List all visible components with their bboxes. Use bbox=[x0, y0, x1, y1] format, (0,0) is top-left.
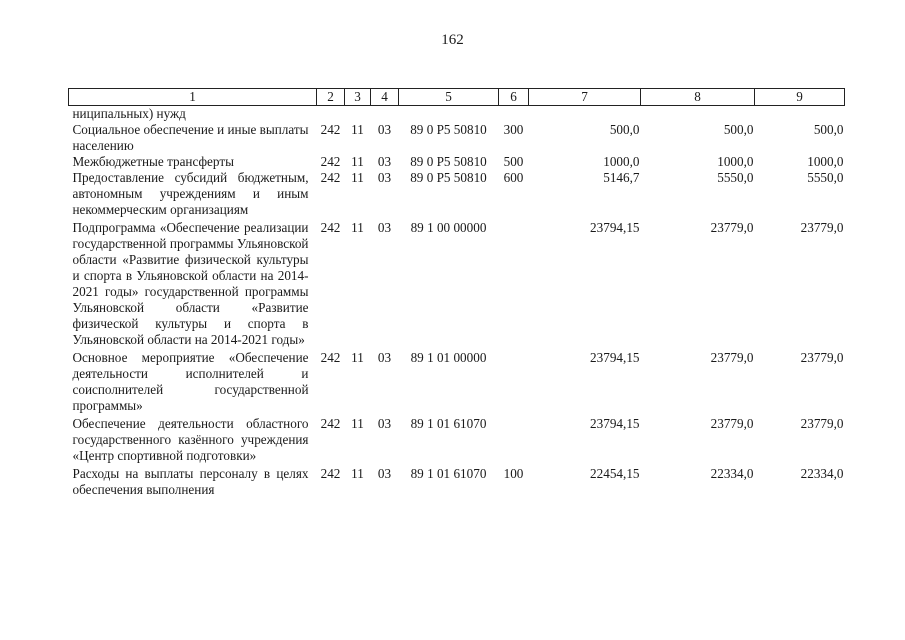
row-col-8: 5550,0 bbox=[717, 170, 754, 185]
table-row bbox=[69, 414, 845, 464]
row-name: Подпрограмма «Обеспечение реализации государственной программы Ульяновской области «Развитие физической культуры и спорта в Ульяновской области на 2014-2021 годы» государственной программы Ульяновской области «Развитие физической культуры и спорта в Ульяновской области на 2014-2021 годы» bbox=[72, 220, 309, 347]
budget-table-wrapper bbox=[68, 88, 845, 498]
row-col-3: 11 bbox=[351, 466, 364, 481]
row-col-8: 23779,0 bbox=[710, 350, 754, 365]
table-row bbox=[69, 218, 845, 348]
row-col-7: 23794,15 bbox=[590, 220, 640, 235]
row-col-2: 242 bbox=[320, 154, 341, 169]
row-name: Обеспечение деятельности областного государственного казённого учреждения «Центр спортивной подготовки» bbox=[72, 416, 309, 463]
header-col-5: 5 bbox=[399, 89, 499, 106]
row-col-6: 100 bbox=[503, 466, 524, 481]
row-col-3: 11 bbox=[351, 154, 364, 169]
row-col-6: 500 bbox=[503, 154, 524, 169]
row-col-8: 1000,0 bbox=[717, 154, 754, 169]
row-col-6: 600 bbox=[503, 170, 524, 185]
row-col-6: 300 bbox=[503, 122, 524, 137]
row-name: Межбюджетные трансферты bbox=[72, 154, 234, 169]
row-col-6 bbox=[499, 414, 529, 464]
header-col-1: 1 bbox=[69, 89, 317, 106]
table-row bbox=[69, 154, 845, 170]
table-body bbox=[69, 106, 845, 499]
table-row bbox=[69, 122, 845, 154]
row-col-5: 89 1 01 00000 bbox=[410, 350, 487, 365]
row-col-8: 23779,0 bbox=[710, 416, 754, 431]
budget-table bbox=[68, 88, 845, 498]
header-col-9: 9 bbox=[755, 89, 845, 106]
row-col-5: 89 1 00 00000 bbox=[410, 220, 487, 235]
row-name: Основное мероприятие «Обеспечение деятельности исполнителей и соисполнителей государственной программы» bbox=[72, 350, 309, 413]
row-col-5 bbox=[399, 106, 499, 123]
row-col-6 bbox=[499, 106, 529, 123]
row-col-4: 03 bbox=[377, 466, 392, 481]
row-col-7: 23794,15 bbox=[590, 416, 640, 431]
row-col-3: 11 bbox=[351, 350, 364, 365]
table-row bbox=[69, 170, 845, 218]
row-col-4: 03 bbox=[377, 122, 392, 137]
row-col-7: 22454,15 bbox=[590, 466, 640, 481]
row-col-3 bbox=[345, 106, 371, 123]
row-col-7 bbox=[529, 106, 641, 123]
row-col-7: 500,0 bbox=[609, 122, 640, 137]
row-col-3: 11 bbox=[351, 220, 364, 235]
row-col-2: 242 bbox=[320, 220, 341, 235]
row-col-2: 242 bbox=[320, 466, 341, 481]
row-col-5: 89 1 01 61070 bbox=[410, 416, 487, 431]
header-row bbox=[69, 89, 845, 106]
row-col-9: 500,0 bbox=[813, 122, 844, 137]
header-col-4: 4 bbox=[371, 89, 399, 106]
table-row bbox=[69, 348, 845, 414]
row-name: Расходы на выплаты персоналу в целях обеспечения выполнения bbox=[72, 466, 309, 497]
header-col-8: 8 bbox=[641, 89, 755, 106]
header-col-6: 6 bbox=[499, 89, 529, 106]
row-name: Предоставление субсидий бюджетным, автономным учреждениям и иным некоммерческим организациям bbox=[72, 170, 309, 217]
row-col-4: 03 bbox=[377, 154, 392, 169]
row-col-5: 89 1 01 61070 bbox=[410, 466, 487, 481]
header-col-3: 3 bbox=[345, 89, 371, 106]
row-col-3: 11 bbox=[351, 122, 364, 137]
row-col-9: 22334,0 bbox=[800, 466, 844, 481]
row-col-3: 11 bbox=[351, 416, 364, 431]
row-col-9: 23779,0 bbox=[800, 416, 844, 431]
row-col-7: 23794,15 bbox=[590, 350, 640, 365]
row-col-7: 1000,0 bbox=[603, 154, 640, 169]
row-col-4: 03 bbox=[377, 170, 392, 185]
row-name: ниципальных) нужд bbox=[72, 106, 186, 121]
row-col-3: 11 bbox=[351, 170, 364, 185]
row-col-8: 22334,0 bbox=[710, 466, 754, 481]
row-col-2: 242 bbox=[320, 350, 341, 365]
row-col-5: 89 0 P5 50810 bbox=[410, 170, 487, 185]
row-col-2 bbox=[317, 106, 345, 123]
row-col-9: 5550,0 bbox=[807, 170, 844, 185]
row-col-9: 23779,0 bbox=[800, 350, 844, 365]
row-col-6 bbox=[499, 218, 529, 348]
row-col-4: 03 bbox=[377, 350, 392, 365]
row-col-5: 89 0 P5 50810 bbox=[410, 122, 487, 137]
header-col-7: 7 bbox=[529, 89, 641, 106]
row-col-9: 1000,0 bbox=[807, 154, 844, 169]
row-col-9: 23779,0 bbox=[800, 220, 844, 235]
row-col-5: 89 0 P5 50810 bbox=[410, 154, 487, 169]
row-col-7: 5146,7 bbox=[603, 170, 640, 185]
row-col-4: 03 bbox=[377, 220, 392, 235]
row-col-6 bbox=[499, 348, 529, 414]
table-header bbox=[69, 89, 845, 106]
row-col-2: 242 bbox=[320, 170, 341, 185]
row-col-4 bbox=[371, 106, 399, 123]
page-number: 162 bbox=[441, 32, 464, 48]
header-col-2: 2 bbox=[317, 89, 345, 106]
row-col-4: 03 bbox=[377, 416, 392, 431]
row-col-9 bbox=[755, 106, 845, 123]
table-row bbox=[69, 464, 845, 498]
row-col-8 bbox=[641, 106, 755, 123]
row-col-8: 500,0 bbox=[723, 122, 754, 137]
row-col-2: 242 bbox=[320, 416, 341, 431]
row-col-8: 23779,0 bbox=[710, 220, 754, 235]
table-row bbox=[69, 106, 845, 123]
row-col-2: 242 bbox=[320, 122, 341, 137]
row-name: Социальное обеспечение и иные выплаты населению bbox=[72, 122, 309, 153]
